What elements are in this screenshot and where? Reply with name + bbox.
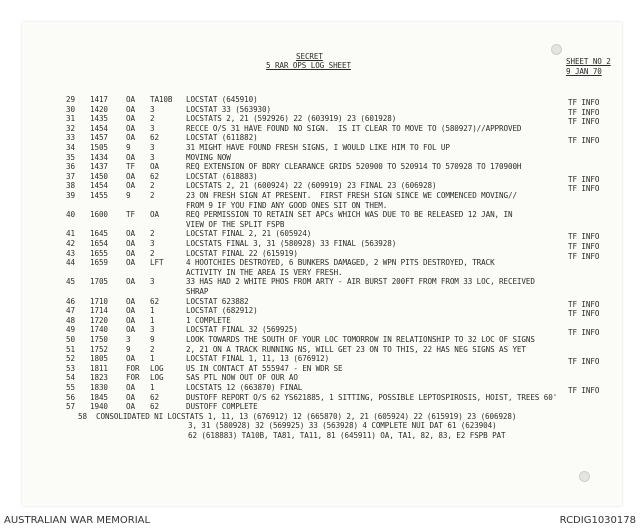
entry-time: 1811 [90,363,108,373]
entry-to: LOG [150,363,164,373]
entry-text: 1 COMPLETE [186,315,231,325]
entry-number: 57 [66,402,75,412]
entry-text: LOCSTAT (645910) [186,95,258,104]
entry-text: LOCSTAT FINAL 1, 11, 13 (676912) [186,354,330,364]
entry-time: 1830 [90,383,108,392]
entry-from: OA [126,315,135,325]
entry-text: LOCSTAT (611882) [186,133,258,143]
entry-time: 1457 [90,133,108,143]
entry-text: LOCSTATS 2, 21 (600924) 22 (609919) 23 FINAL 23 (606928) [186,181,437,191]
entry-text: MOVING NOW [186,152,231,162]
entry-time: 1455 [90,191,108,200]
entry-number: 51 [66,344,75,354]
entry-number: 29 [66,95,75,104]
entry-action: TF INFO [568,386,600,395]
entry-from: FOR [126,373,140,383]
entry-time: 1454 [90,123,108,133]
entry-to: 2 [150,181,155,191]
entry-time: 1752 [90,344,108,354]
entry-to: OA [150,210,159,220]
entry-to: 1 [150,383,155,392]
entry-to: 3 [150,123,155,133]
entry-time: 1940 [90,402,108,412]
entry-action: TF INFO [568,328,600,338]
entry-action: TF INFO [568,117,600,127]
entry-text: LOCSTATS 12 (663870) FINAL [186,383,303,392]
entry-action: TF INFO [568,107,600,117]
entry-time: 1420 [90,104,108,114]
entry-to: 62 [150,296,159,306]
entry-action: TF INFO [568,357,600,367]
entry-time: 1454 [90,181,108,191]
entry-action: TF INFO [568,136,600,146]
entry-to: 3 [150,104,155,114]
entry-number: 30 [66,104,75,114]
entry-from: 9 [126,191,131,200]
entry-text: 2, 21 ON A TRACK RUNNING NS, WILL GET 23 ON TO THIS, 22 HAS NEG SIGNS AS YET [186,344,526,354]
entry-number: 56 [66,392,75,402]
entry-number: 32 [66,123,75,133]
entry-number: 50 [66,335,75,344]
entry-text: LOCSTAT FINAL 32 (569925) [186,325,298,335]
entry-to: 3 [150,277,155,287]
entry-time: 1655 [90,248,108,258]
entry-time: 1600 [90,210,108,220]
entry-from: OA [126,152,135,162]
entry-to: 62 [150,171,159,181]
entry-from: 3 [126,335,131,344]
entry-number: 36 [66,162,75,172]
entry-time: 1437 [90,162,108,172]
entry-time: 1645 [90,229,108,239]
entry-number: 39 [66,191,75,200]
entry-from: OA [126,306,135,316]
entry-text: REQ PERMISSION TO RETAIN SET APCs WHICH WAS DUE TO BE RELEASED 12 JAN, IN [186,210,513,220]
entry-time: 1714 [90,306,108,316]
entry-from: OA [126,133,135,143]
punch-hole [551,44,562,55]
entry-time: 1435 [90,114,108,124]
entry-text: 4 HOOTCHIES DESTROYED, 6 BUNKERS DAMAGED, 2 WPN PITS DESTROYED, TRACK [186,258,495,268]
entry-number: 45 [66,277,75,287]
entry-time: 1740 [90,325,108,335]
entry-text: LOCSTATS FINAL 3, 31 (580928) 33 FINAL (563928) [186,239,397,248]
entry-number: 55 [66,383,75,392]
entry-from: OA [126,248,135,258]
entry-time: 1705 [90,277,108,287]
entry-time: 1450 [90,171,108,181]
entry-to: TA10B [150,95,173,104]
entry-number: 33 [66,133,75,143]
entry-to: LOG [150,373,164,383]
sheet-number: SHEET NO 2 [566,57,611,66]
entry-from: OA [126,325,135,335]
entry-from: 9 [126,143,131,152]
entry-number: 53 [66,363,75,373]
entry-number: 38 [66,181,75,191]
entry-action: TF INFO [568,98,600,107]
entry-number: 41 [66,229,75,239]
entry-time: 1654 [90,239,108,248]
footer-document-id: RCDIG1030178 [559,515,636,526]
entry-from: OA [126,181,135,191]
punch-hole [579,471,590,482]
entry-to: 3 [150,239,155,248]
entry-text: FROM 9 IF YOU FIND ANY GOOD ONES SIT ON THEM. [186,200,388,210]
entry-number: 58 [78,411,87,421]
archive-footer [0,510,640,531]
entry-action: TF INFO [568,232,600,242]
classification-heading: SECRET [296,52,323,61]
entry-text: LOCSTAT FINAL 2, 21 (605924) [186,229,312,239]
entry-number: 31 [66,114,75,124]
entry-to: 1 [150,315,155,325]
entry-from: OA [126,354,135,364]
entry-text: 23 ON FRESH SIGN AT PRESENT. FIRST FRESH SIGN SINCE WE COMMENCED MOVING// [186,191,517,200]
entry-from: OA [126,402,135,412]
entry-time: 1805 [90,354,108,364]
entry-time: 1417 [90,95,108,104]
entry-number: 40 [66,210,75,220]
entry-from: OA [126,123,135,133]
entry-text: LOCSTAT 33 (563930) [186,104,271,114]
entry-from: OA [126,171,135,181]
entry-to: 2 [150,229,155,239]
entry-text: REQ EXTENSION OF BDRY CLEARANCE GRIDS 520900 TO 520914 TO 570928 TO 170900H [186,162,522,172]
entry-number: 35 [66,152,75,162]
entry-to: 2 [150,191,155,200]
entry-to: 3 [150,143,155,152]
entry-from: OA [126,383,135,392]
entry-text: 33 HAS HAD 2 WHITE PHOS FROM ARTY - AIR BURST 200FT FROM FROM 33 LOC, RECEIVED [186,277,535,287]
entry-from: FOR [126,363,140,373]
entry-to: OA [150,162,159,172]
entry-text: LOCSTAT FINAL 22 (615919) [186,248,298,258]
entry-time: 1823 [90,373,108,383]
entry-text: 31 MIGHT HAVE FOUND FRESH SIGNS, I WOULD LIKE HIM TO FOL UP [186,143,450,152]
entry-number: 54 [66,373,75,383]
entry-to: 1 [150,306,155,316]
entry-to: 9 [150,335,155,344]
entry-text: LOOK TOWARDS THE SOUTH OF YOUR LOC TOMORROW IN RELATIONSHIP TO 32 LOC OF SIGNS [186,335,535,344]
entry-text: DUSTOFF COMPLETE [186,402,258,412]
sheet-date: 9 JAN 70 [566,67,602,76]
entry-action: TF INFO [568,309,600,319]
entry-to: 2 [150,344,155,354]
entry-number: 34 [66,143,75,152]
entry-text: LOCSTATS 2, 21 (592926) 22 (603919) 23 (601928) [186,114,397,124]
entry-action: TF INFO [568,174,600,184]
entry-number: 48 [66,315,75,325]
entry-number: 49 [66,325,75,335]
entry-text: DUSTOFF REPORT O/S 62 YS621885, 1 SITTING, POSSIBLE LEPTOSPIROSIS, HOIST, TREES 60' [186,392,558,402]
entry-number: 43 [66,248,75,258]
entry-time: 1720 [90,315,108,325]
entry-action: TF INFO [568,184,600,194]
entry-time: 1845 [90,392,108,402]
entry-time: 1659 [90,258,108,268]
entry-to: LFT [150,258,164,268]
entry-number: 47 [66,306,75,316]
entry-time: 1710 [90,296,108,306]
entry-from: OA [126,104,135,114]
entry-number: 42 [66,239,75,248]
entry-to: 62 [150,392,159,402]
entry-to: 62 [150,402,159,412]
entry-text: LOCSTAT 623882 [186,296,249,306]
entry-action: TF INFO [568,299,600,309]
entry-text: RECCE O/S 31 HAVE FOUND NO SIGN. IS IT CLEAR TO MOVE TO (580927)//APPROVED [186,123,522,133]
entry-from: OA [126,277,135,287]
footer-institution: AUSTRALIAN WAR MEMORIAL [4,515,151,526]
entry-from: OA [126,239,135,248]
entry-number: 44 [66,258,75,268]
entry-to: 62 [150,133,159,143]
entry-number: 52 [66,354,75,364]
entry-text: LOCSTAT (682912) [186,306,258,316]
entry-action: TF INFO [568,251,600,261]
entry-from: TF [126,210,135,220]
entry-text: SHRAP [186,287,209,296]
entry-from: OA [126,258,135,268]
entry-number: 37 [66,171,75,181]
entry-from: 9 [126,344,131,354]
document-title: 5 RAR OPS LOG SHEET [266,61,351,70]
entry-from: OA [126,392,135,402]
entry-to: 3 [150,325,155,335]
entry-from: OA [126,229,135,239]
entry-to: 1 [150,354,155,364]
entry-text: LOCSTAT (618883) [186,171,258,181]
entry-text: ACTIVITY IN THE AREA IS VERY FRESH. [186,267,343,277]
consolidated-line-2: 3, 31 (580928) 32 (569925) 33 (563928) 4 COMPLETE NUI DAT 61 (623904) [188,421,497,431]
entry-time: 1434 [90,152,108,162]
entry-time: 1505 [90,143,108,152]
consolidated-line-3: 62 (618883) TA10B, TA81, TA11, 81 (645911) OA, TA1, 82, 83, E2 FSPB PAT [188,431,506,440]
entry-to: 3 [150,152,155,162]
entry-from: TF [126,162,135,172]
entry-from: OA [126,95,135,104]
entry-from: OA [126,114,135,124]
entry-text: VIEW OF THE SPLIT FSPB [186,219,285,229]
consolidated-line-1: CONSOLIDATED NI LOCSTATS 1, 11, 13 (676912) 12 (665870) 2, 21 (605924) 22 (615919) 23 (606928) [96,411,517,421]
entry-from: OA [126,296,135,306]
entry-text: US IN CONTACT AT 555947 - EN WDR SE [186,363,343,373]
entry-text: SAS PTL NOW OUT OF OUR AO [186,373,298,383]
entry-to: 2 [150,114,155,124]
entry-action: TF INFO [568,242,600,251]
entry-number: 46 [66,296,75,306]
entry-time: 1750 [90,335,108,344]
entry-to: 2 [150,248,155,258]
